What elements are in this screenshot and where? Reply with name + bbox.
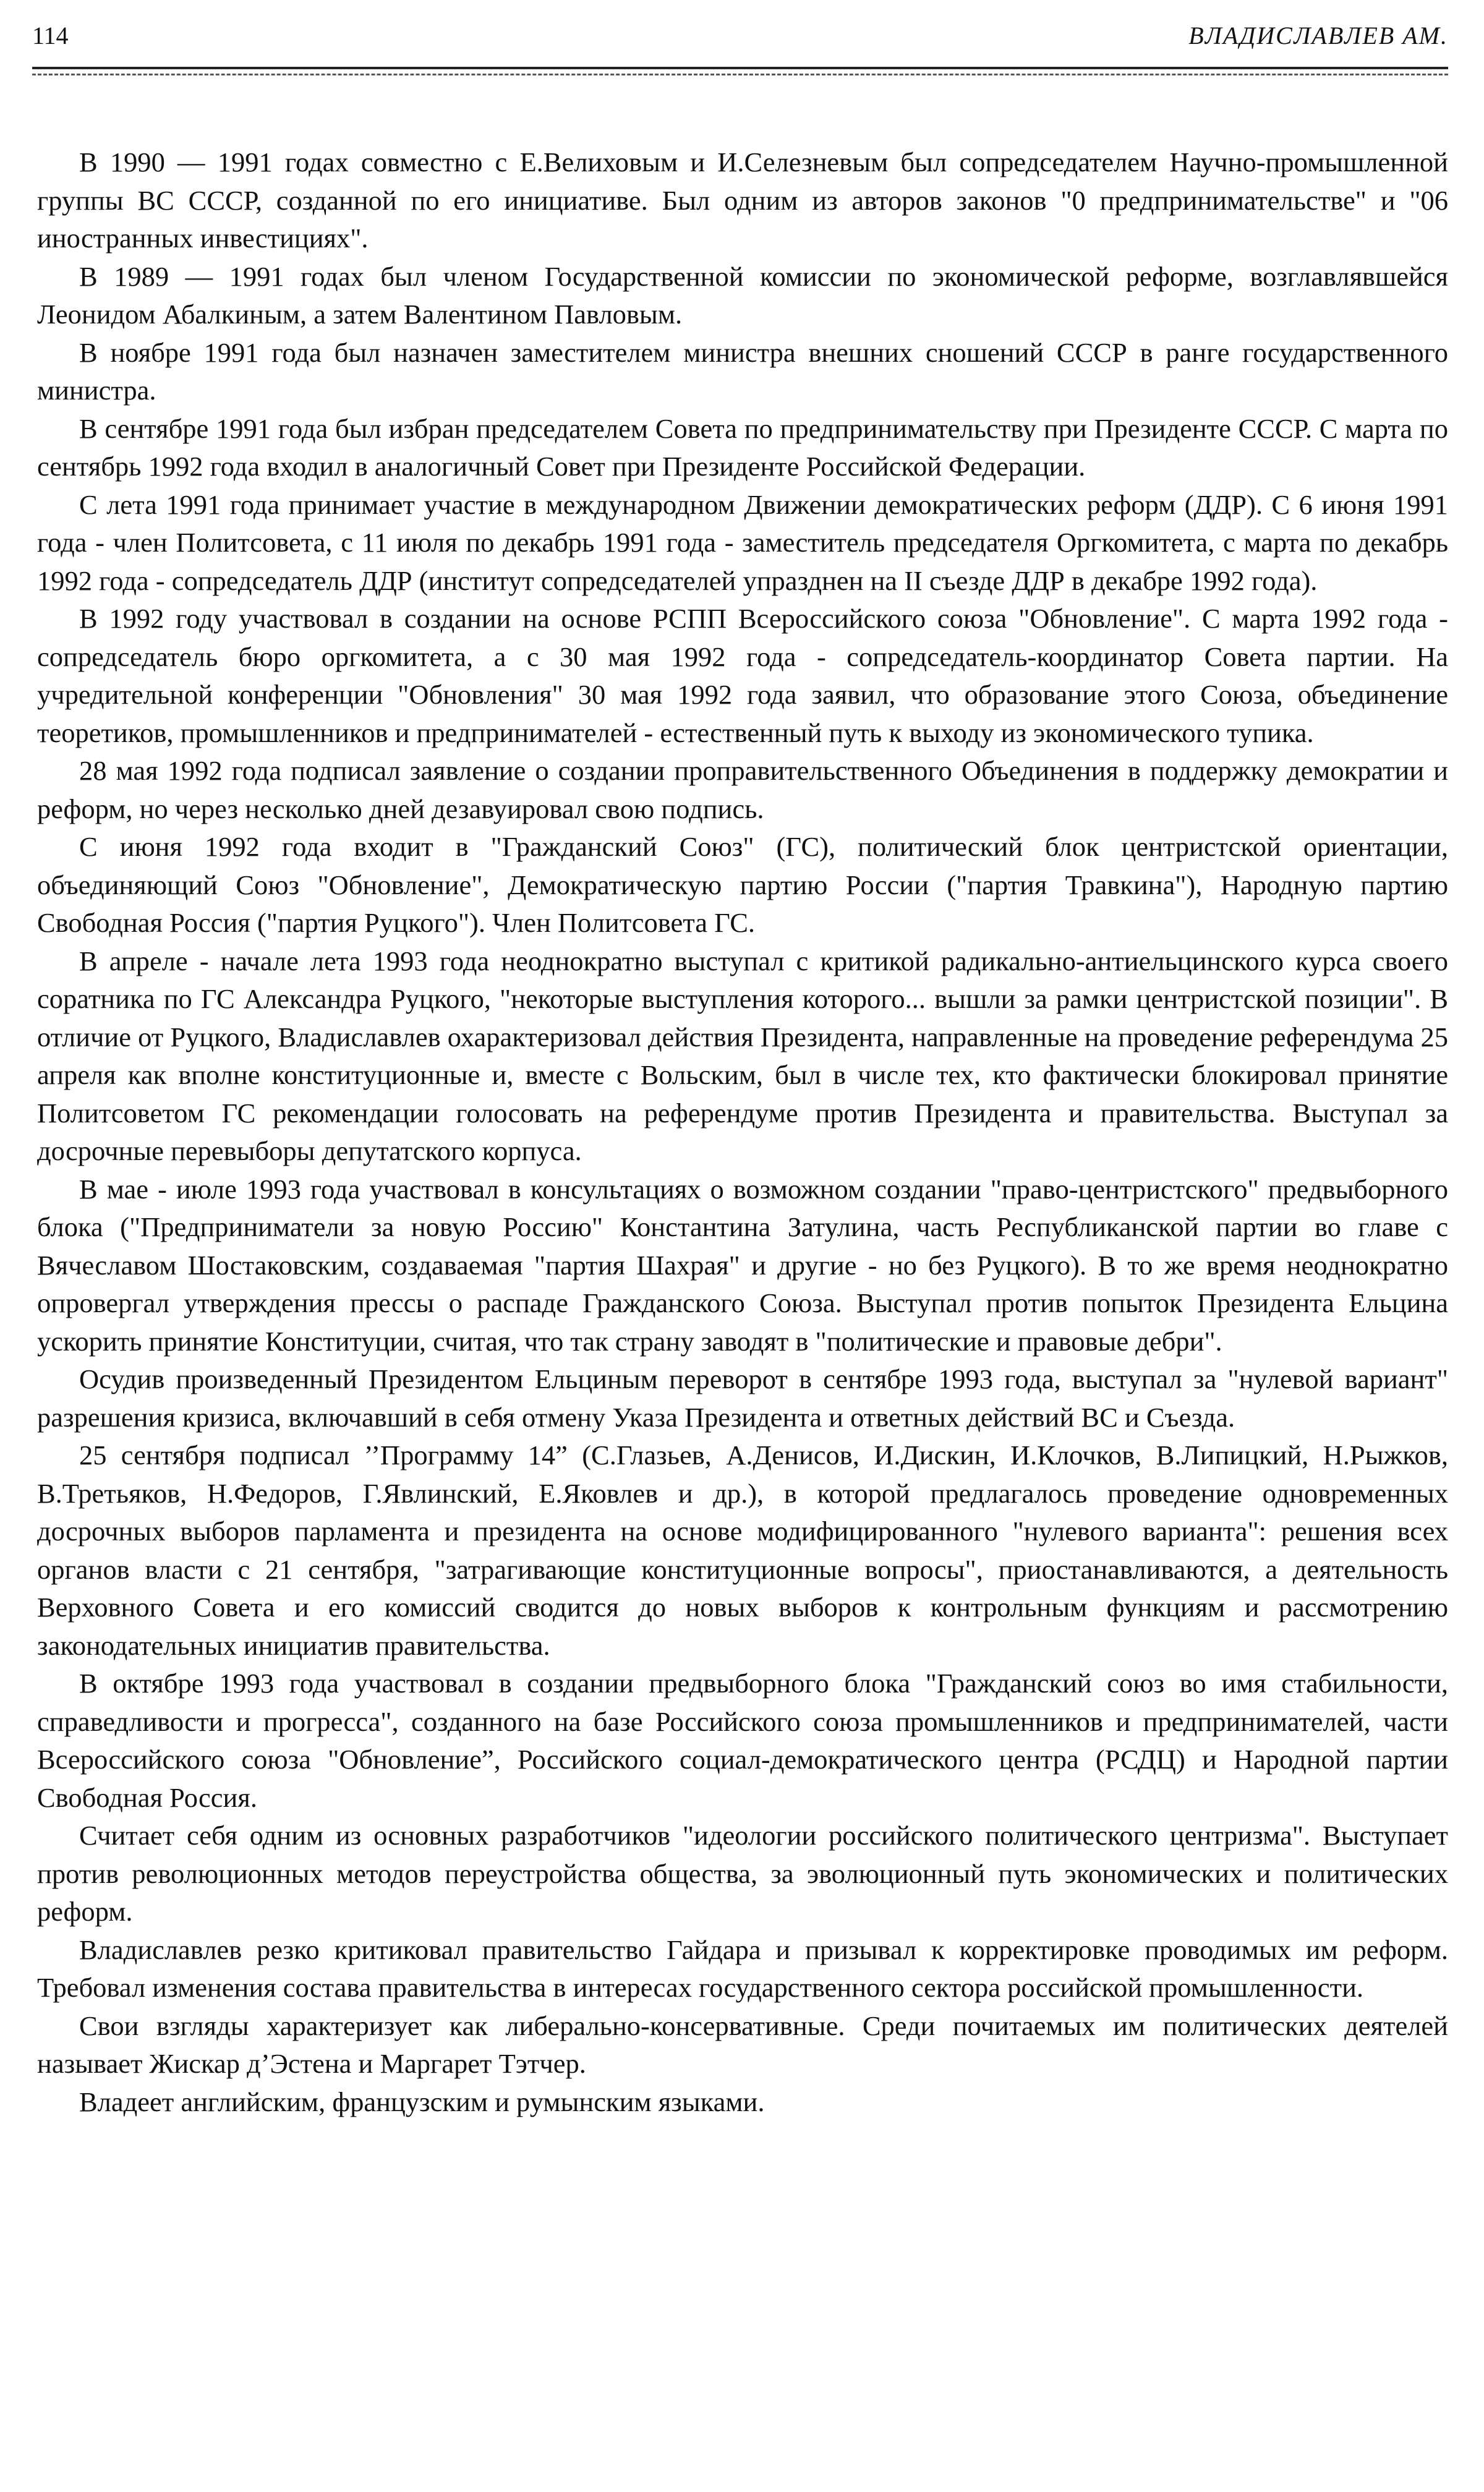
paragraph: С июня 1992 года входит в "Гражданский Союз" (ГС), политический блок центристской ориентации, объединяющий Союз "Обновление", Демократическую партию России ("партия Травкина"), Народную партию Свободная Россия ("партия Руцкого"). Член Политсовета ГС. <box>37 831 1448 938</box>
paragraph: С лета 1991 года принимает участие в международном Движении демократических реформ (ДДР). С 6 июня 1991 года - член Политсовета, с 11 июля по декабрь 1991 года - заместитель председателя Оргкомитета, с марта по декабрь 1992 года - сопредседатель ДДР (институт сопредседателей упразднен на II съезде ДДР в декабре 1992 года). <box>37 489 1448 596</box>
page-number: 114 <box>32 22 69 49</box>
paragraph: 25 сентября подписал ’’Программу 14” (С.Глазьев, А.Денисов, И.Дискин, И.Клочков, В.Липицкий, Н.Рыжков, В.Третьяков, Н.Федоров, Г.Явлинский, Е.Яковлев и др.), в которой предлагалось проведение одновременных досрочных выборов парламента и президента на основе модифицированного "нулевого варианта": решения всех органов власти с 21 сентября, "затрагивающие конституционные вопросы", приостанавливаются, а деятельность Верховного Совета и его комиссий сводится до новых выборов к контрольным функциям и рассмотрению законодательных инициатив правительства. <box>37 1440 1448 1661</box>
paragraph: В 1992 году участвовал в создании на основе РСПП Всероссийского союза "Обновление". С марта 1992 года - сопредседатель бюро оргкомитета, а с 30 мая 1992 года - сопредседатель-координатор Совета партии. На учредительной конференции "Обновления" 30 мая 1992 года заявил, что образование этого Союза, объединение теоретиков, промышленников и предпринимателей - естественный путь к выходу из экономического тупика. <box>37 603 1448 748</box>
header-rule <box>32 67 1448 75</box>
paragraph: Свои взгляды характеризует как либерально-консервативные. Среди почитаемых им политических деятелей называет Жискар д’Эстена и Маргарет Тэтчер. <box>37 2010 1448 2079</box>
paragraph: В 1990 — 1991 годах совместно с Е.Велиховым и И.Селезневым был сопредседателем Научно-промышленной группы ВС СССР, созданной по его инициативе. Был одним из авторов законов "0 предпринимательстве" и "06 иностранных инвестициях". <box>37 147 1448 254</box>
paragraph: 28 мая 1992 года подписал заявление о создании проправительственного Объединения в поддержку демократии и реформ, но через несколько дней дезавуировал свою подпись. <box>37 755 1448 824</box>
paragraph: В ноябре 1991 года был назначен заместителем министра внешних сношений СССР в ранге государственного министра. <box>37 336 1448 406</box>
article-body <box>37 143 1448 2121</box>
paragraph: Считает себя одним из основных разработчиков "идеологии российского политического центризма". Выступает против революционных методов переустройства общества, за эволюционный путь экономических и политических реформ. <box>37 1820 1448 1927</box>
paragraph: Осудив произведенный Президентом Ельциным переворот в сентябре 1993 года, выступал за "нулевой вариант" разрешения кризиса, включавший в себя отмену Указа Президента и ответных действий ВС и Съезда. <box>37 1363 1448 1433</box>
paragraph: В октябре 1993 года участвовал в создании предвыборного блока "Гражданский союз во имя стабильности, справедливости и прогресса", созданного на базе Российского союза промышленников и предпринимателей, части Всероссийского союза "Обновление”, Российского социал-демократического центра (РСДЦ) и Народной партии Свободная Россия. <box>37 1668 1448 1813</box>
running-title: ВЛАДИСЛАВЛЕВ АМ. <box>1188 22 1448 49</box>
paragraph: Владеет английским, французским и румынским языками. <box>79 2086 765 2117</box>
paragraph: Владиславлев резко критиковал правительство Гайдара и призывал к корректировке проводимых им реформ. Требовал изменения состава правительства в интересах государственного сектора российской промышленности. <box>37 1934 1448 2003</box>
page-header <box>32 17 1448 54</box>
paragraph: В 1989 — 1991 годах был членом Государственной комиссии по экономической реформе, возглавлявшейся Леонидом Абалкиным, а затем Валентином Павловым. <box>37 260 1448 330</box>
paragraph: В сентябре 1991 года был избран председателем Совета по предпринимательству при Президенте СССР. С марта по сентябрь 1992 года входил в аналогичный Совет при Президенте Российской Федерации. <box>37 412 1448 482</box>
paragraph: В мае - июле 1993 года участвовал в консультациях о возможном создании "право-центристского" предвыборного блока ("Предприниматели за новую Россию" Константина Затулина, часть Республиканской партии во главе с Вячеславом Шостаковским, создаваемая "партия Шахрая" и другие - но без Руцкого). В то же время неоднократно опровергал утверждения прессы о распаде Гражданского Союза. Выступал против попыток Президента Ельцина ускорить принятие Конституции, считая, что так страну заводят в "политические и правовые дебри". <box>37 1173 1448 1357</box>
paragraph: В апреле - начале лета 1993 года неоднократно выступал с критикой радикально-антиельцинского курса своего соратника по ГС Александра Руцкого, "некоторые выступления которого... вышли за рамки центристской позиции". В отличие от Руцкого, Владиславлев охарактеризовал действия Президента, направленные на проведение референдума 25 апреля как вполне конституционные и, вместе с Вольским, был в числе тех, кто фактически блокировал принятие Политсоветом ГС рекомендации голосовать на референдуме против Президента и правительства. Выступал за досрочные перевыборы депутатского корпуса. <box>37 945 1449 1166</box>
